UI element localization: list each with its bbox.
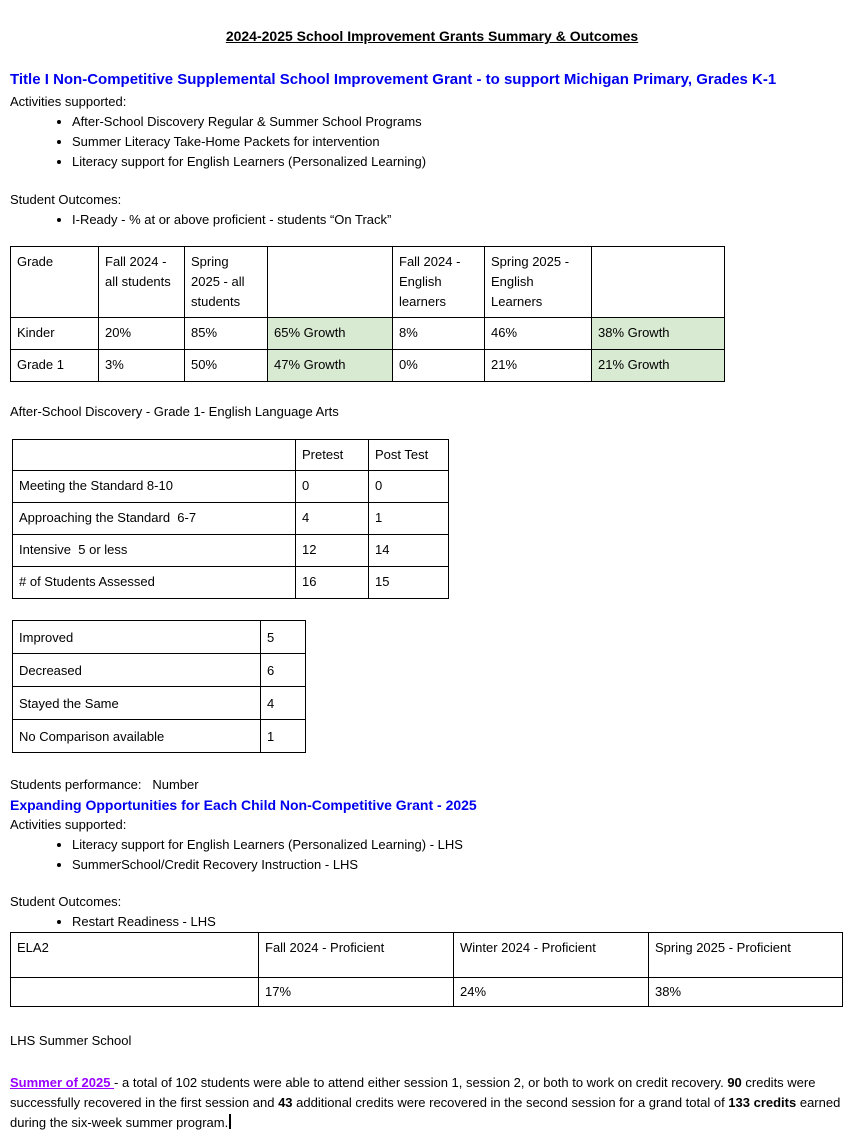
table-row [13, 687, 306, 720]
table-cell: 1 [369, 503, 449, 535]
column-header [13, 440, 296, 471]
expanding-opportunities-heading: Expanding Opportunities for Each Child Non-Competitive Grant - 2025 [10, 797, 477, 813]
activities-supported-label: Activities supported: [10, 94, 127, 109]
table-cell: 24% [454, 978, 649, 1007]
activities-supported-label: Activities supported: [10, 817, 127, 832]
table-header-row [11, 933, 843, 978]
table-cell: 4 [261, 687, 306, 720]
summer-summary-paragraph [10, 1073, 854, 1133]
column-header: Post Test [369, 440, 449, 471]
table-cell: 6 [261, 654, 306, 687]
table-cell: 50% [185, 350, 268, 382]
table-cell: Decreased [13, 654, 261, 687]
table-cell: Grade 1 [11, 350, 99, 382]
grade-growth-table [10, 246, 725, 382]
table-row [13, 621, 306, 654]
table-cell: 38% [649, 978, 843, 1007]
table-row [11, 978, 843, 1007]
table-row [13, 535, 449, 567]
table-cell: 14 [369, 535, 449, 567]
column-header: Grade [11, 247, 99, 318]
column-header: Spring 2025 - Proficient [649, 933, 843, 978]
table-cell: 16 [296, 567, 369, 599]
table-row [13, 471, 449, 503]
growth-highlight-cell: 21% Growth [592, 350, 725, 382]
table-cell: No Comparison available [13, 720, 261, 753]
growth-highlight-cell: 65% Growth [268, 318, 393, 350]
column-header: Winter 2024 - Proficient [454, 933, 649, 978]
table-row [13, 567, 449, 599]
list-item: • Restart Readiness - LHS [72, 912, 854, 932]
growth-highlight-cell: 47% Growth [268, 350, 393, 382]
summary-text: - a total of 102 students were able to attend either session 1, session 2, or both to work on credit recovery. [114, 1075, 728, 1090]
column-header [268, 247, 393, 318]
table-cell: Improved [13, 621, 261, 654]
table-cell: 12 [296, 535, 369, 567]
outcomes-list [10, 210, 854, 230]
table-cell: 3% [99, 350, 185, 382]
summary-text: credits were successfully recovered in the first session and [10, 1075, 816, 1110]
column-header: Fall 2024 - all students [99, 247, 185, 318]
document-title: 2024-2025 School Improvement Grants Summary & Outcomes [225, 28, 639, 44]
table-row [13, 654, 306, 687]
table-cell: 0 [369, 471, 449, 503]
summer-2025-link[interactable]: Summer of 2025 [10, 1075, 115, 1090]
table-cell: 5 [261, 621, 306, 654]
table-cell: 17% [259, 978, 454, 1007]
activities-list [10, 835, 854, 875]
table-cell: Stayed the Same [13, 687, 261, 720]
student-outcomes-label: Student Outcomes: [10, 894, 122, 909]
column-header: Pretest [296, 440, 369, 471]
column-header: ELA2 [11, 933, 259, 978]
summary-text: additional credits were recovered in the second session for a grand total of [292, 1095, 729, 1110]
list-item: • SummerSchool/Credit Recovery Instruction - LHS [72, 855, 854, 875]
lhs-summer-school-label: LHS Summer School [10, 1033, 132, 1048]
credits-second-session: 43 [278, 1095, 293, 1110]
ela2-proficiency-table [10, 932, 843, 1007]
growth-highlight-cell: 38% Growth [592, 318, 725, 350]
table-row [11, 318, 725, 350]
summary-text: earned during the six-week summer program. [10, 1095, 841, 1130]
list-item: • Summer Literacy Take-Home Packets for intervention [72, 132, 854, 152]
table-cell: 85% [185, 318, 268, 350]
activities-list [10, 112, 854, 172]
outcomes-list [10, 912, 854, 932]
student-outcomes-label: Student Outcomes: [10, 192, 122, 207]
table-cell: 21% [485, 350, 592, 382]
title-i-grant-heading: Title I Non-Competitive Supplemental School Improvement Grant - to support Michigan Primary, Grades K-1 [10, 71, 777, 88]
table-cell: 0% [393, 350, 485, 382]
performance-count-table [12, 620, 306, 753]
list-item: • I-Ready - % at or above proficient - students “On Track” [72, 210, 854, 230]
list-item: • Literacy support for English Learners (Personalized Learning) [72, 152, 854, 172]
table-cell: Intensive 5 or less [13, 535, 296, 567]
after-school-discovery-caption: After-School Discovery - Grade 1- English Language Arts [10, 404, 339, 419]
table-row [13, 720, 306, 753]
list-item: • After-School Discovery Regular & Summer School Programs [72, 112, 854, 132]
text-cursor [229, 1114, 231, 1129]
table-cell [11, 978, 259, 1007]
table-cell: Approaching the Standard 6-7 [13, 503, 296, 535]
column-header: Spring 2025 - English Learners [485, 247, 592, 318]
table-cell: Kinder [11, 318, 99, 350]
column-header: Spring 2025 - all students [185, 247, 268, 318]
table-cell: 0 [296, 471, 369, 503]
table-cell: 15 [369, 567, 449, 599]
table-cell: 20% [99, 318, 185, 350]
table-cell: Meeting the Standard 8-10 [13, 471, 296, 503]
table-header-row [13, 440, 449, 471]
table-cell: 4 [296, 503, 369, 535]
credits-total: 133 credits [728, 1095, 797, 1110]
column-header: Fall 2024 - English learners [393, 247, 485, 318]
list-item: • Literacy support for English Learners (Personalized Learning) - LHS [72, 835, 854, 855]
table-cell: # of Students Assessed [13, 567, 296, 599]
table-header-row [11, 247, 725, 318]
table-row [11, 350, 725, 382]
table-row [13, 503, 449, 535]
table-cell: 46% [485, 318, 592, 350]
credits-first-session: 90 [727, 1075, 742, 1090]
table-cell: 8% [393, 318, 485, 350]
pretest-posttest-table [12, 439, 449, 599]
students-performance-caption: Students performance: Number [10, 777, 199, 792]
column-header [592, 247, 725, 318]
column-header: Fall 2024 - Proficient [259, 933, 454, 978]
table-cell: 1 [261, 720, 306, 753]
